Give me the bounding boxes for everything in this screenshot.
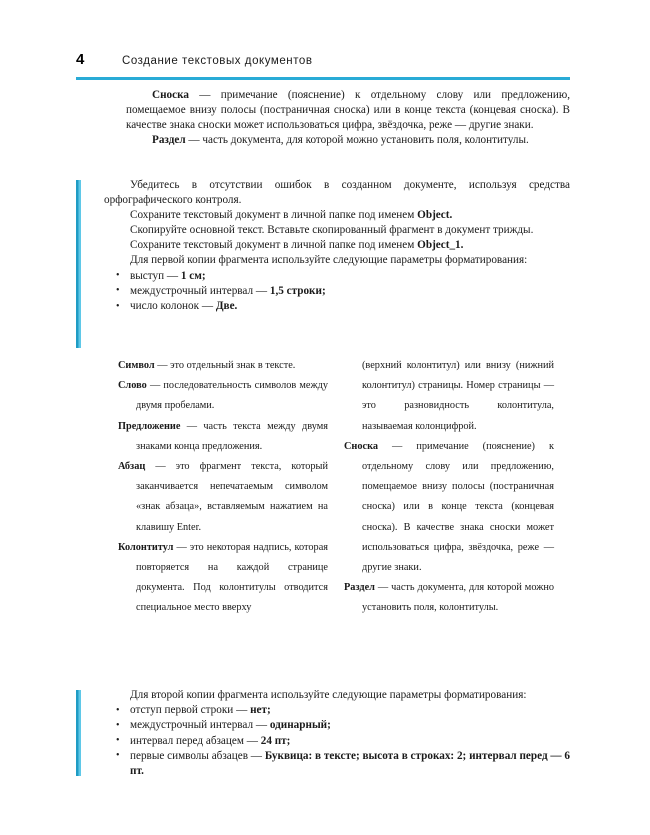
task1-bullet-label: междустрочный интервал — [130,284,270,297]
accent-bar-task-one [76,180,81,348]
glossary-term: Символ [118,360,155,371]
task1-paragraph-2-text: Сохраните текстовый документ в личной папке под именем [130,209,418,222]
chapter-title: Создание текстовых документов [122,55,313,67]
task-second-copy [104,688,570,780]
task1-bullet-value: 1 см; [180,269,206,282]
intro-definitions [126,88,570,148]
glossary-text: (верхний колонтитул) или внизу (нижний колонтитул) страницы. Номер страницы — это разновидность колонтитула, называемая колонцифрой. [362,360,554,432]
task1-bullet-label: число колонок — [130,300,216,313]
definition-razdel-term: Раздел [152,134,186,147]
header-rule [76,77,570,80]
task1-filename-object1: Object_1. [417,239,464,252]
glossary-entry [118,538,328,619]
running-head [76,52,570,67]
task2-bullet-item [104,749,570,780]
task2-bullet-item [104,718,570,733]
glossary-term: Сноска [344,440,379,452]
task1-paragraph-3: Скопируйте основной текст. Вставьте скопированный фрагмент в документ трижды. [130,224,534,237]
task-first-copy [104,178,570,314]
task1-paragraph-5: Для первой копии фрагмента используйте следующие параметры форматирования: [130,254,528,267]
glossary-entry [118,457,328,538]
task2-bullet-value: 24 пт; [260,734,291,747]
task2-bullet-label: отступ первой строки — [130,704,251,717]
definition-snoska [126,88,570,133]
task2-bullet-label: междустрочный интервал — [130,719,270,732]
task1-bullet-item [104,299,570,314]
task1-bullet-list [104,269,570,315]
glossary-term: Колонтитул [118,541,174,553]
glossary-entry [118,356,328,376]
glossary-column-right [344,356,554,619]
glossary-entry [344,578,554,618]
task2-bullet-item [104,703,570,718]
task2-intro: Для второй копии фрагмента используйте следующие параметры форматирования: [130,689,527,701]
accent-bar-task-two [76,690,81,776]
glossary-text: — это отдельный знак в тексте. [154,360,296,371]
definition-snoska-term: Сноска [152,89,189,101]
glossary-two-columns [118,356,570,619]
task1-paragraph-1: Убедитесь в отсутствии ошибок в созданном документе, используя средства орфографического контроля. [104,179,570,207]
glossary-term: Раздел [344,582,375,594]
task2-bullet-list [104,703,570,779]
task1-paragraph-4-text: Сохраните текстовый документ в личной папке под именем [130,239,418,252]
task1-bullet-item [104,284,570,299]
task2-bullet-label: первые символы абзацев — [130,749,265,762]
task1-paragraph-4 [104,238,570,253]
task2-bullet-value: нет; [250,704,271,717]
page-number: 4 [76,51,85,68]
glossary-entry [118,417,328,457]
glossary-column-left [118,356,328,619]
task1-bullet-value: 1,5 строки; [269,284,326,297]
glossary-entry [118,376,328,416]
task1-bullet-label: выступ — [130,269,181,282]
definition-razdel-text: — часть документа, для которой можно установить поля, колонтитулы. [185,134,529,147]
glossary-text: — это фрагмент текста, который заканчивается непечатаемым символом «знак абзаца», вставляемым нажатием на клавишу Enter. [136,461,328,533]
task2-bullet-label: интервал перед абзацем — [130,734,261,747]
definition-razdel [126,133,570,148]
task2-bullet-value: одинарный; [269,719,331,732]
task1-bullet-item [104,269,570,284]
glossary-term: Абзац [118,461,146,473]
task2-bullet-item [104,734,570,749]
task2-bullet-value: Буквица: в тексте; высота в строках: 2; интервал перед — 6 пт. [130,749,571,778]
glossary-text: — последовательность символов между двумя пробелами. [136,380,328,412]
definition-snoska-text: — примечание (пояснение) к отдельному слову или предложению, помещаемое внизу полосы (постраничная сноска) или в конце текста (концевая сноска). В качестве знака сноски может использоваться цифра, звёздочка, реже — другие знаки. [126,89,570,132]
glossary-text: — примечание (пояснение) к отдельному слову или предложению, помещаемое внизу полосы (постраничная сноска) или в конце текста (концевая сноска). В качестве знака сноски может использоваться цифра, звёздочка, реже — другие знаки. [362,440,554,574]
glossary-text: — это некоторая надпись, которая повторяется на каждой странице документа. Под колонтитулы отводится специальное место вверху [136,541,328,614]
glossary-text: — часть документа, для которой можно установить поля, колонтитулы. [362,582,554,614]
glossary-entry [344,437,554,578]
glossary-text: — часть текста между двумя знаками конца предложения. [136,420,328,452]
task1-bullet-value: Две. [215,300,238,313]
task1-filename-object: Object. [417,209,453,222]
glossary-term: Предложение [118,420,181,432]
glossary-entry-continuation [344,356,554,437]
glossary-term: Слово [118,380,147,392]
task1-paragraph-2 [104,208,570,223]
